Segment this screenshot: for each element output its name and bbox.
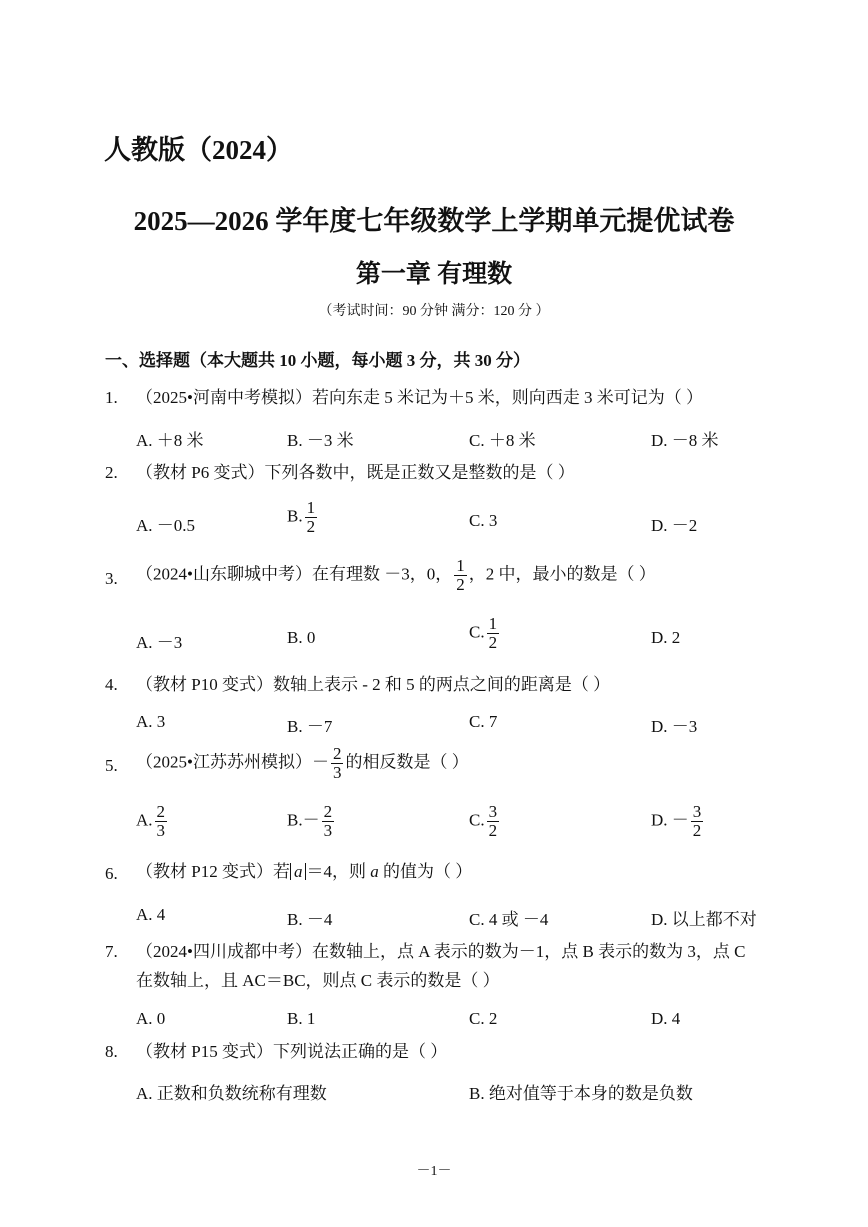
option-d: D. 2 (651, 628, 681, 647)
question-text: （教材 P10 变式）数轴上表示 - 2 和 5 的两点之间的距离是（ ） (136, 675, 611, 694)
option-b: B. －4 (287, 910, 333, 929)
fraction-denominator: 2 (692, 820, 702, 840)
option-b: B. 绝对值等于本身的数是负数 (469, 1084, 693, 1103)
option-a: A. －0.5 (136, 516, 196, 535)
fraction (691, 803, 704, 840)
option-label: B. (287, 506, 303, 526)
option-d: D. 以上都不对 (651, 910, 757, 929)
question-number: 1. (105, 388, 118, 407)
option-a: A. ＋8 米 (136, 431, 204, 450)
question-text: （2025•河南中考模拟）若向东走 5 米记为＋5 米，则向西走 3 米可记为（ ） (136, 388, 703, 407)
question-text (136, 745, 469, 782)
fraction-denominator: 3 (156, 820, 166, 840)
fraction-numerator: 3 (488, 802, 498, 821)
fraction (487, 615, 500, 652)
fraction-denominator: 3 (323, 820, 333, 840)
fraction-numerator: 2 (332, 744, 342, 763)
option-b (287, 803, 336, 840)
fraction-numerator: 3 (692, 802, 702, 821)
option-c (469, 803, 501, 840)
question-suffix: ，2 中，最小的数是（ ） (468, 564, 656, 584)
page-number: －1－ (416, 1164, 452, 1179)
question-number: 4. (105, 675, 118, 694)
fraction-denominator: 2 (456, 574, 465, 594)
fraction-numerator: 1 (488, 614, 498, 633)
option-c: C. 3 (469, 511, 498, 530)
question-number: 3. (105, 569, 118, 588)
option-a: A. －3 (136, 633, 183, 652)
chapter-title: 第一章 有理数 (355, 261, 513, 288)
option-a (136, 803, 169, 840)
fraction-numerator: 2 (156, 802, 166, 821)
question-text-line2: 在数轴上，且 AC＝BC，则点 C 表示的数是（ ） (136, 971, 500, 990)
option-label: D. － (651, 810, 689, 830)
exam-info: （考试时间：90 分钟 满分：120 分 ） (318, 304, 550, 319)
fraction-numerator: 2 (323, 802, 333, 821)
option-d: D. －8 米 (651, 431, 719, 450)
fraction-denominator: 2 (488, 632, 498, 652)
option-label: A. (136, 810, 153, 830)
fraction-denominator: 2 (488, 820, 498, 840)
option-d: D. 4 (651, 1009, 681, 1028)
fraction (454, 557, 467, 594)
option-b: B. －7 (287, 717, 333, 736)
question-number: 2. (105, 463, 118, 482)
fraction-denominator: 2 (306, 516, 316, 536)
option-label: C. (469, 810, 485, 830)
option-d (651, 803, 705, 840)
option-b (287, 499, 319, 536)
option-c: C. ＋8 米 (469, 431, 536, 450)
option-a: A. 3 (136, 712, 166, 731)
edition-label: 人教版（2024） (104, 135, 293, 165)
question-text: （2024•四川成都中考）在数轴上，点 A 表示的数为－1，点 B 表示的数为 3，点 C (136, 942, 746, 961)
variable: a (370, 862, 379, 881)
option-label: C. (469, 622, 485, 642)
question-mid: ＝4，则 (306, 862, 366, 881)
option-c: C. 7 (469, 712, 498, 731)
fraction (155, 803, 168, 840)
question-prefix: （教材 P12 变式）若 (136, 862, 290, 881)
fraction (331, 745, 344, 782)
question-text (136, 863, 472, 880)
fraction-denominator: 3 (332, 762, 342, 782)
question-prefix: （2025•江苏苏州模拟）－ (136, 752, 329, 772)
option-d: D. －3 (651, 717, 698, 736)
question-text: （教材 P6 变式）下列各数中，既是正数又是整数的是（ ） (136, 463, 575, 482)
option-a: A. 0 (136, 1009, 166, 1028)
option-d: D. －2 (651, 516, 698, 535)
option-a: A. 4 (136, 905, 166, 924)
fraction (487, 803, 500, 840)
option-c (469, 615, 501, 652)
question-number: 5. (105, 756, 118, 775)
question-number: 8. (105, 1042, 118, 1061)
fraction (322, 803, 335, 840)
option-b: B. 0 (287, 628, 316, 647)
question-suffix: 的相反数是（ ） (345, 752, 469, 772)
fraction-numerator: 1 (456, 556, 465, 575)
fraction (305, 499, 318, 536)
absolute-value: a (290, 863, 307, 880)
question-suffix: 的值为（ ） (382, 862, 473, 881)
option-c: C. 4 或 －4 (469, 910, 549, 929)
page-title: 2025—2026 学年度七年级数学上学期单元提优试卷 (133, 206, 735, 236)
option-a: A. 正数和负数统称有理数 (136, 1084, 327, 1103)
question-number: 7. (105, 942, 118, 961)
question-text: （教材 P15 变式）下列说法正确的是（ ） (136, 1042, 448, 1061)
option-label: B.－ (287, 810, 320, 830)
option-b: B. －3 米 (287, 431, 354, 450)
fraction-numerator: 1 (306, 498, 316, 517)
question-prefix: （2024•山东聊城中考）在有理数 －3，0， (136, 564, 453, 584)
section-heading: 一、选择题（本大题共 10 小题，每小题 3 分，共 30 分） (105, 351, 530, 370)
option-b: B. 1 (287, 1009, 316, 1028)
question-number: 6. (105, 864, 118, 883)
question-text (136, 557, 656, 594)
option-c: C. 2 (469, 1009, 498, 1028)
